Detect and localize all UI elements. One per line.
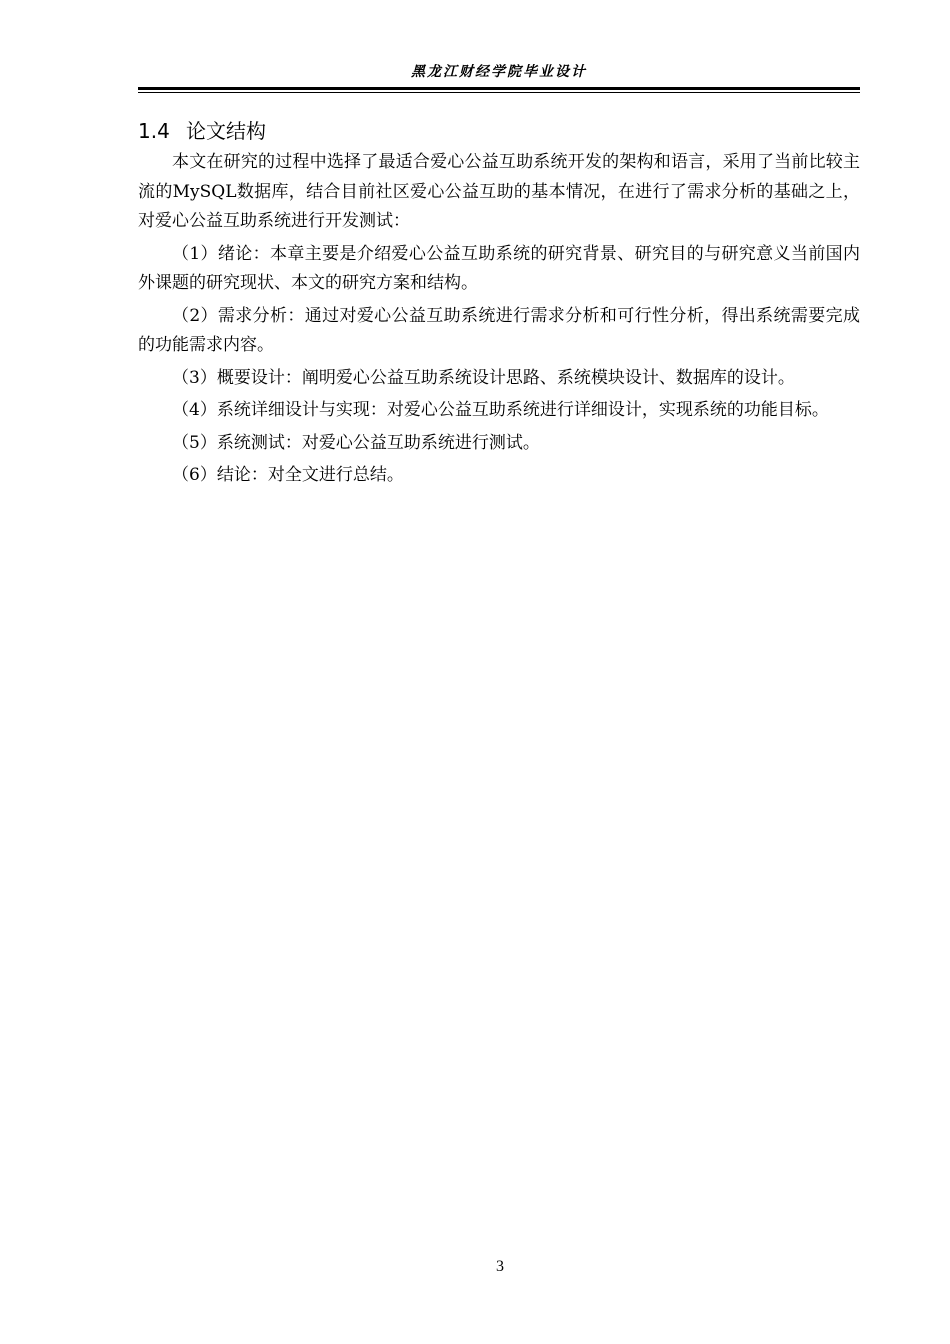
section-heading: [138, 116, 266, 146]
section-number: 1.4: [138, 119, 170, 143]
structure-item-5: （5）系统测试：对爱心公益互助系统进行测试。: [172, 432, 540, 453]
body-text: [138, 148, 860, 494]
section-title: 论文结构: [186, 119, 266, 143]
page-number: 3: [496, 1258, 504, 1275]
structure-item-2: （2）需求分析：通过对爱心公益互助系统进行需求分析和可行性分析，得出系统需要完成的功能需求内容。: [138, 305, 860, 355]
intro-paragraph: 本文在研究的过程中选择了最适合爱心公益互助系统开发的架构和语言，采用了当前比较主流的MySQL数据库，结合目前社区爱心公益互助的基本情况，在进行了需求分析的基础之上，对爱心公益互助系统进行开发测试：: [138, 152, 860, 231]
header-rule-thin: [138, 92, 860, 93]
structure-item-6: （6）结论：对全文进行总结。: [172, 465, 404, 485]
structure-item-3: （3）概要设计：阐明爱心公益互助系统设计思路、系统模块设计、数据库的设计。: [172, 367, 795, 388]
structure-item-4: （4）系统详细设计与实现：对爱心公益互助系统进行详细设计，实现系统的功能目标。: [172, 400, 829, 420]
structure-item-1: （1）绪论：本章主要是介绍爱心公益互助系统的研究背景、研究目的与研究意义当前国内外课题的研究现状、本文的研究方案和结构。: [138, 243, 860, 293]
page-header-title: 黑龙江财经学院毕业设计: [411, 64, 587, 80]
header-rule-thick: [138, 87, 860, 90]
